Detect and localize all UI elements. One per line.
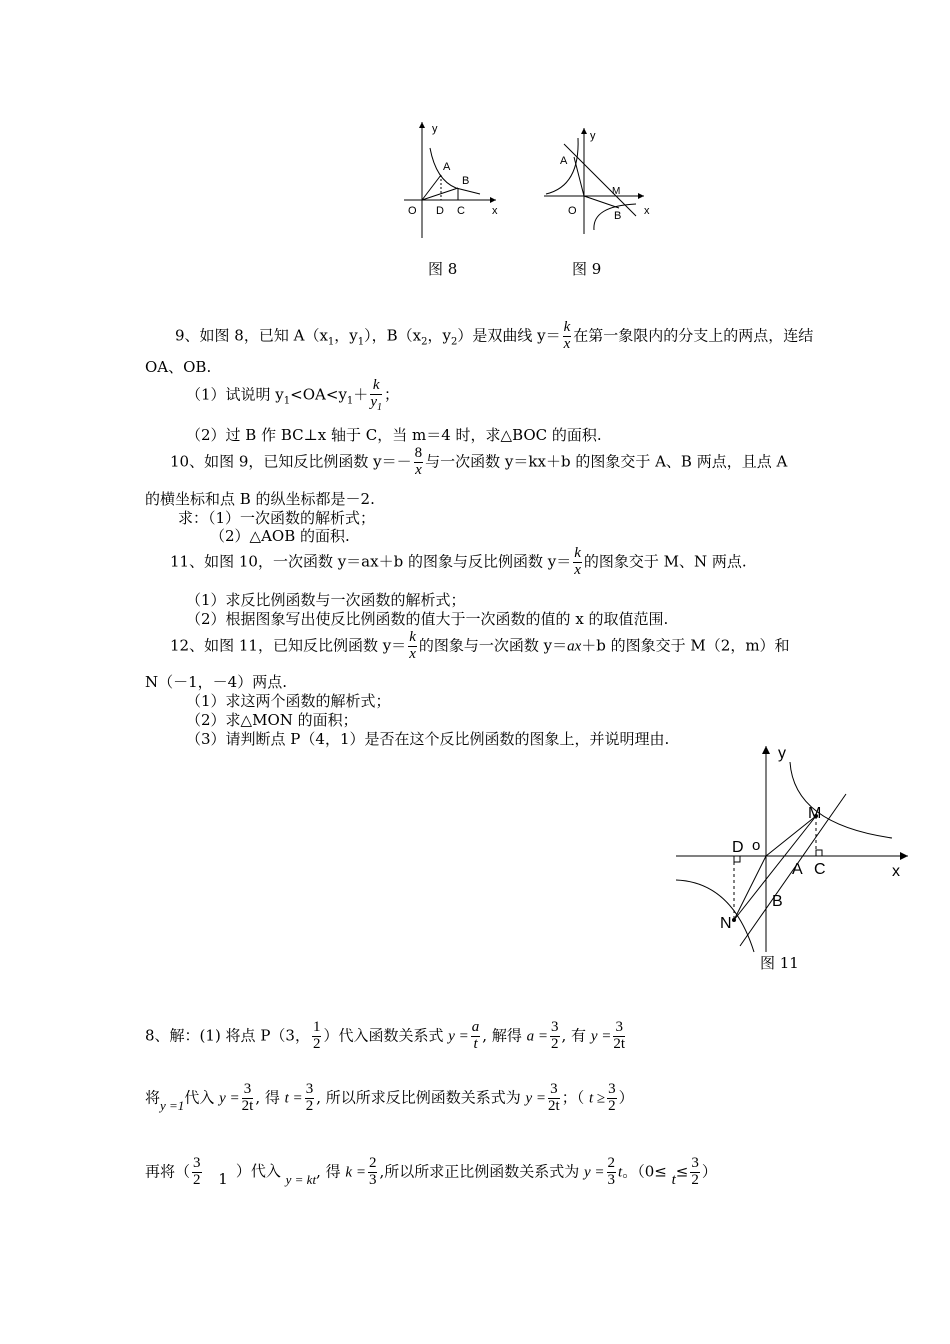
sol8-l2-frac1: $\frac{3}{2t}$ — [241, 1081, 254, 1114]
sol8-l2-frac2: $\frac{3}{2}$ — [305, 1081, 314, 1114]
q9-line1: 9、如图 8，已知 $A(x_1$，$y_1$），$B(x_2$，$y_2$）是双曲线 y＝ $\frac{k}{x}$ 在第一象限内的分支上的两点，连结 — [175, 319, 814, 352]
q11-part1: （1）求反比例函数与一次函数的解析式； — [186, 591, 466, 609]
sol8-line3: 再将（ $\frac{3}{2}$ 1 ）代入 y = kt, 得 k = $\frac{2}{3}$ ,所以所求正比例函数关系式为 y = $\frac{2}{3}$ t。（0≤ t≤ $\frac{3}{2}$ ） — [145, 1155, 717, 1189]
q10-line1: 10、如图 9，已知反比例函数 y＝－ $\frac{8}{x}$ 与一次函数 y＝kx＋b 的图象交于 A、B 两点，且点 A — [170, 445, 788, 478]
q12-line1: 12、如图 11，已知反比例函数 y＝ $\frac{k}{x}$ 的图象与一次函数 y＝ax＋b 的图象交于 M（2，m）和 — [170, 629, 790, 662]
fig8-a-label: A — [443, 161, 451, 173]
fig9-o-label: O — [568, 205, 577, 217]
fig11-c-label: C — [814, 861, 826, 878]
sol8-half: $\frac{1}{2}$ — [312, 1019, 321, 1052]
sol8-three-over-2t: $\frac{3}{2t}$ — [613, 1019, 626, 1052]
fig11-o-label: o — [752, 837, 761, 854]
fig9-x-label: x — [644, 205, 650, 217]
q9-part2: （2）过 B 作 BC⊥x 轴于 C，当 m＝4 时，求△BOC 的面积. — [186, 426, 602, 444]
q12-line2: N（－1，－4）两点. — [145, 673, 287, 691]
fig8-y-label: y — [432, 123, 438, 135]
fig8-d-label: D — [436, 205, 444, 217]
fig11-n-label: N — [720, 915, 732, 932]
q9-part1: （1）试说明 $y_1<OA<y_1+$ $\frac{k}{y_1}$ ； — [186, 377, 399, 413]
fig9-b-label: B — [614, 210, 622, 222]
q10-part2: （2）△AOB 的面积. — [210, 527, 350, 545]
fig11-a-label: A — [792, 861, 803, 878]
figure-11 — [672, 742, 912, 954]
fig11-d-label: D — [732, 839, 744, 856]
q12-part1: （1）求这两个函数的解析式； — [186, 692, 391, 710]
sol8-a-over-t: $\frac{a}{t}$ — [471, 1019, 480, 1052]
q9-fraction: $\frac{k}{x}$ — [563, 319, 571, 352]
q10-part1: 求：（1）一次函数的解析式； — [178, 509, 376, 527]
q11-fraction: $\frac{k}{x}$ — [574, 545, 581, 578]
figure-8 — [396, 118, 506, 240]
fig11-y-label: y — [778, 745, 786, 762]
q9-part1-fraction: $\frac{k}{y_1}$ — [370, 377, 382, 413]
fig9-caption: 图 9 — [572, 260, 602, 278]
fig9-m-label: M — [612, 186, 621, 197]
fig11-m-label: M — [808, 805, 822, 822]
sol8-l3-frac3: $\frac{2}{3}$ — [607, 1155, 616, 1188]
fig8-x-label: x — [492, 205, 498, 217]
q11-part2: （2）根据图象写出使反比例函数的值大于一次函数的值的 x 的取值范围. — [186, 610, 669, 628]
fig9-y-label: y — [590, 130, 596, 142]
sol8-l2-frac4: $\frac{3}{2}$ — [608, 1081, 616, 1114]
q11-line1: 11、如图 10，一次函数 y＝ax＋b 的图象与反比例函数 y＝ $\frac{k}{x}$ 的图象交于 M、N 两点. — [170, 545, 747, 578]
q10-line2: 的横坐标和点 B 的纵坐标都是－2. — [145, 490, 375, 508]
q12-fraction: $\frac{k}{x}$ — [409, 629, 416, 662]
figure-9 — [540, 124, 658, 236]
sol8-l3-frac2: $\frac{2}{3}$ — [368, 1155, 377, 1188]
fig8-o-label: O — [408, 205, 417, 217]
sol8-three-halves: $\frac{3}{2}$ — [551, 1019, 559, 1052]
sol8-l3-frac1: $\frac{3}{2}$ — [193, 1155, 201, 1188]
fig8-c-label: C — [457, 205, 465, 217]
q12-part3: （3）请判断点 P（4，1）是否在这个反比例函数的图象上，并说明理由. — [186, 730, 670, 748]
q10-fraction: $\frac{8}{x}$ — [414, 445, 423, 478]
sol8-line1: 8、解：(1) 将点 P（3， $\frac{1}{2}$ ）代入函数关系式 y = $\frac{a}{t}$ , 解得 a = $\frac{3}{2}$ , 有 y = $\frac{3}{2t}$ — [145, 1019, 626, 1052]
sol8-l3-frac4: $\frac{3}{2}$ — [691, 1155, 699, 1188]
fig11-b-label: B — [772, 893, 783, 910]
fig8-b-label: B — [462, 175, 470, 187]
fig8-caption: 图 8 — [428, 260, 458, 278]
sol8-l2-frac3: $\frac{3}{2t}$ — [548, 1081, 560, 1114]
sol8-line2: 将y =1代入 y = $\frac{3}{2t}$ , 得 t = $\frac{3}{2}$ , 所以所求反比例函数关系式为 y = $\frac{3}{2t}$ ；（ t ≥ $\frac{3}{2}$ ） — [145, 1081, 634, 1114]
fig11-caption: 图 11 — [760, 954, 799, 972]
q9-line2: OA、OB. — [145, 358, 212, 376]
fig9-a-label: A — [560, 155, 568, 167]
q12-part2: （2）求△MON 的面积； — [186, 711, 358, 729]
fig11-x-label: x — [892, 863, 900, 880]
